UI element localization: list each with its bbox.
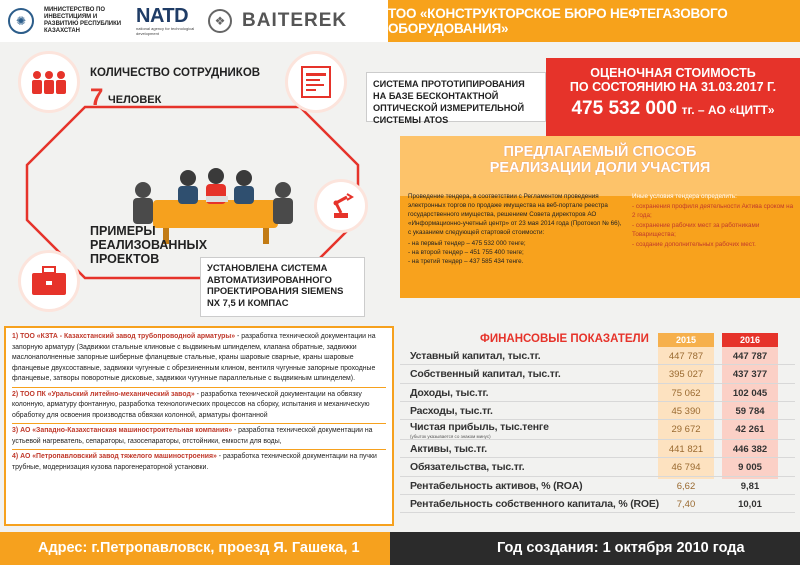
- method-title: [400, 144, 800, 176]
- method-title-line-2: РЕАЛИЗАЦИИ ДОЛИ УЧАСТИЯ: [489, 160, 711, 176]
- project-company: АО «Петропавловский завод тяжелого машиностроения»: [20, 453, 217, 460]
- estimate-value-line: [546, 98, 800, 120]
- value-2016: 446 382: [732, 444, 768, 456]
- value-2016: 10,01: [738, 499, 762, 511]
- project-item: [12, 332, 386, 388]
- employees-unit: ЧЕЛОВЕК: [108, 94, 162, 106]
- value-2016: 42 261: [735, 424, 765, 436]
- financial-row: [400, 440, 795, 458]
- row-label: Рентабельность активов, % (ROA): [410, 479, 583, 492]
- project-item: [12, 452, 386, 475]
- employees-label: КОЛИЧЕСТВО СОТРУДНИКОВ: [90, 67, 261, 79]
- company-title: ТОО «КОНСТРУКТОРСКОЕ БЮРО НЕФТЕГАЗОВОГО ОБОРУДОВАНИЯ»: [388, 6, 728, 36]
- value-2016: 9,81: [740, 480, 760, 492]
- employees-count: 7: [90, 84, 104, 111]
- baiterek-emblem-icon: ❖: [208, 9, 232, 33]
- projects-list: [4, 326, 394, 526]
- method-conditions: [632, 192, 797, 249]
- row-note: (убыток указывается со знаком минус): [410, 434, 491, 440]
- project-company: ТОО ПК «Уральский литейно-механический завод»: [20, 390, 195, 398]
- row-label: Расходы, тыс.тг.: [410, 404, 493, 417]
- project-description: - разработка технической документации на обвязку колонную, арматуру фонтанную, разработка технологических процессов на сборку, испытания и механическую обработку для освоения производства обвязки колонной, арматуры фонтанной: [12, 390, 370, 419]
- project-number: 2): [12, 390, 19, 398]
- project-description: - разработка технической документации на запорную арматуру (Задвижки стальные клиновые с выдвижным шпинделем, клапана обратные, задвижки маслонаполненные запорные шиберные фланцевые стальные, краны шаровые сварные, краны шаровые фланцевые двухсоставные, задвижки чугунные с обрезиненным клином, вентиля чугунные запорные проходные фланцевые, затворы поворотные дисковые, задвижки чугунные параллельные с выдвижным шпинделем).: [12, 333, 376, 382]
- financial-row: [400, 402, 795, 420]
- project-number: 1): [12, 333, 19, 340]
- method-description: [408, 192, 623, 266]
- condition-item: - создание дополнительных рабочих мест.: [632, 240, 756, 248]
- year-2015-header: 2015: [658, 333, 714, 347]
- method-panel: [400, 136, 800, 298]
- project-item: [12, 390, 386, 425]
- project-number: 3): [12, 427, 19, 434]
- natd-logo: [136, 6, 198, 36]
- value-2015: 447 787: [668, 351, 704, 362]
- value-2015: 29 672: [671, 424, 701, 436]
- ats-box: УСТАНОВЛЕНА СИСТЕМА АВТОМАТИЗИРОВАННОГО ПРОЕКТИРОВАНИЯ SIEMENS NX 7,5 И КОМПАС: [200, 257, 365, 317]
- tender-item: - на второй тендер – 451 755 400 тенге;: [408, 249, 524, 256]
- tender-item: - на первый тендер – 475 532 000 тенге;: [408, 240, 526, 247]
- state-emblem-icon: ✺: [8, 8, 34, 34]
- financial-table: [400, 347, 795, 513]
- row-label: Обязательства, тыс.тг.: [410, 461, 525, 474]
- value-2016: 102 045: [732, 387, 768, 399]
- people-icon: [29, 67, 69, 97]
- value-2015: 395 027: [668, 369, 704, 381]
- project-item: [12, 426, 386, 450]
- financial-row: [400, 347, 795, 365]
- row-label: Уставный капитал, тыс.тг.: [410, 350, 541, 362]
- value-2015: 441 821: [668, 444, 704, 456]
- estimate-appraiser: тг. – АО «ЦИТТ»: [681, 103, 775, 117]
- value-2015: 6,62: [676, 480, 696, 492]
- project-description: - разработка технической документации на устьевой нагреватель, сепараторы, газосепараторы, отстойники, емкости для воды,: [12, 427, 373, 445]
- financial-row: [400, 365, 795, 383]
- prototyping-box: СИСТЕМА ПРОТОТИПИРОВАНИЯ НА БАЗЕ БЕСКОНТАКТНОЙ ОПТИЧЕСКОЙ ИЗМЕРИТЕЛЬНОЙ СИСТЕМЫ ATOS: [366, 72, 546, 122]
- natd-logo-text: NATD: [136, 5, 189, 27]
- value-2015: 45 390: [671, 405, 701, 417]
- condition-item: - сохранение рабочих мест за работниками Товарищества;: [632, 221, 760, 238]
- value-2015: 75 062: [671, 387, 701, 399]
- baiterek-logo-text: BAITEREK: [242, 10, 348, 31]
- row-label: Рентабельность собственного капитала, % (ROE): [410, 498, 659, 511]
- estimate-title-2: ПО СОСТОЯНИЮ НА 31.03.2017 Г.: [569, 80, 777, 94]
- header: [0, 0, 800, 42]
- tender-item: - на третий тендер – 437 585 434 тенге.: [408, 258, 524, 265]
- value-2015: 46 794: [671, 462, 701, 474]
- row-label: Собственный капитал, тыс.тг.: [410, 368, 561, 381]
- financial-row: [400, 495, 795, 513]
- value-2016: 9 005: [738, 462, 762, 474]
- examples-title: ПРИМЕРЫ РЕАЛИЗОВАННЫХ ПРОЕКТОВ: [90, 224, 208, 266]
- project-number: 4): [12, 453, 19, 460]
- title-bar: [388, 0, 800, 42]
- estimate-title-1: ОЦЕНОЧНАЯ СТОИМОСТЬ: [590, 66, 756, 80]
- project-description: - разработка технической документации на пучки трубные, модернизация кузова парогенераторной установки.: [12, 453, 377, 471]
- financial-row: [400, 458, 795, 476]
- robot-arm-icon: [326, 191, 356, 221]
- footer: [0, 532, 800, 565]
- financial-row: [400, 384, 795, 402]
- financial-row: [400, 477, 795, 495]
- estimate-box: [546, 58, 800, 136]
- financial-row: [400, 420, 795, 440]
- project-company: ТОО «КЗТА - Казахстанский завод трубопроводной арматуры»: [20, 333, 236, 340]
- content-area: [0, 42, 800, 532]
- briefcase-circle: [18, 250, 80, 312]
- row-label: Доходы, тыс.тг.: [410, 386, 489, 399]
- briefcase-icon: [30, 265, 68, 297]
- year-2016-header: 2016: [722, 333, 778, 347]
- method-title-line-1: ПРЕДЛАГАЕМЫЙ СПОСОБ: [503, 144, 697, 160]
- project-company: АО «Западно-Казахстанская машиностроительная компания»: [20, 427, 233, 434]
- document-chart-icon: [299, 65, 333, 99]
- financial-title: ФИНАНСОВЫЕ ПОКАЗАТЕЛИ: [480, 333, 649, 345]
- value-2016: 447 787: [732, 351, 768, 362]
- robot-circle: [314, 179, 368, 233]
- natd-subtitle: national agency for technological development: [136, 26, 195, 36]
- employees-circle: [18, 51, 80, 113]
- value-2016: 59 784: [735, 405, 765, 417]
- condition-item: - сохранения профиля деятельности Актива сроком на 2 года;: [632, 202, 794, 219]
- row-label: Чистая прибыль, тыс.тенге: [410, 421, 549, 434]
- document-circle: [285, 51, 347, 113]
- founding-year: Год создания: 1 октября 2010 года: [497, 540, 745, 556]
- method-text: Проведение тендера, в соответствии с Регламентом проведения электронных торгов по продаже имущества на веб-портале реестра государственного имущества, решением Совета директоров АО «Информационно-учетный центр» от 23 мая 2014 года (Протокол № 66), с указанием следующей стартовой стоимости:: [408, 193, 622, 236]
- ministry-name: МИНИСТЕРСТВО ПО ИНВЕСТИЦИЯМ И РАЗВИТИЮ РЕСПУБЛИКИ КАЗАХСТАН: [44, 7, 122, 34]
- value-2015: 7,40: [676, 499, 696, 511]
- conditions-heading: Иные условия тендера определить:: [632, 193, 737, 200]
- estimate-value: 475 532 000: [571, 98, 678, 119]
- value-2016: 437 377: [732, 369, 768, 381]
- address: Адрес: г.Петропавловск, проезд Я. Гашека, 1: [0, 532, 390, 565]
- row-label: Активы, тыс.тг.: [410, 443, 487, 456]
- logo-group: [8, 6, 347, 36]
